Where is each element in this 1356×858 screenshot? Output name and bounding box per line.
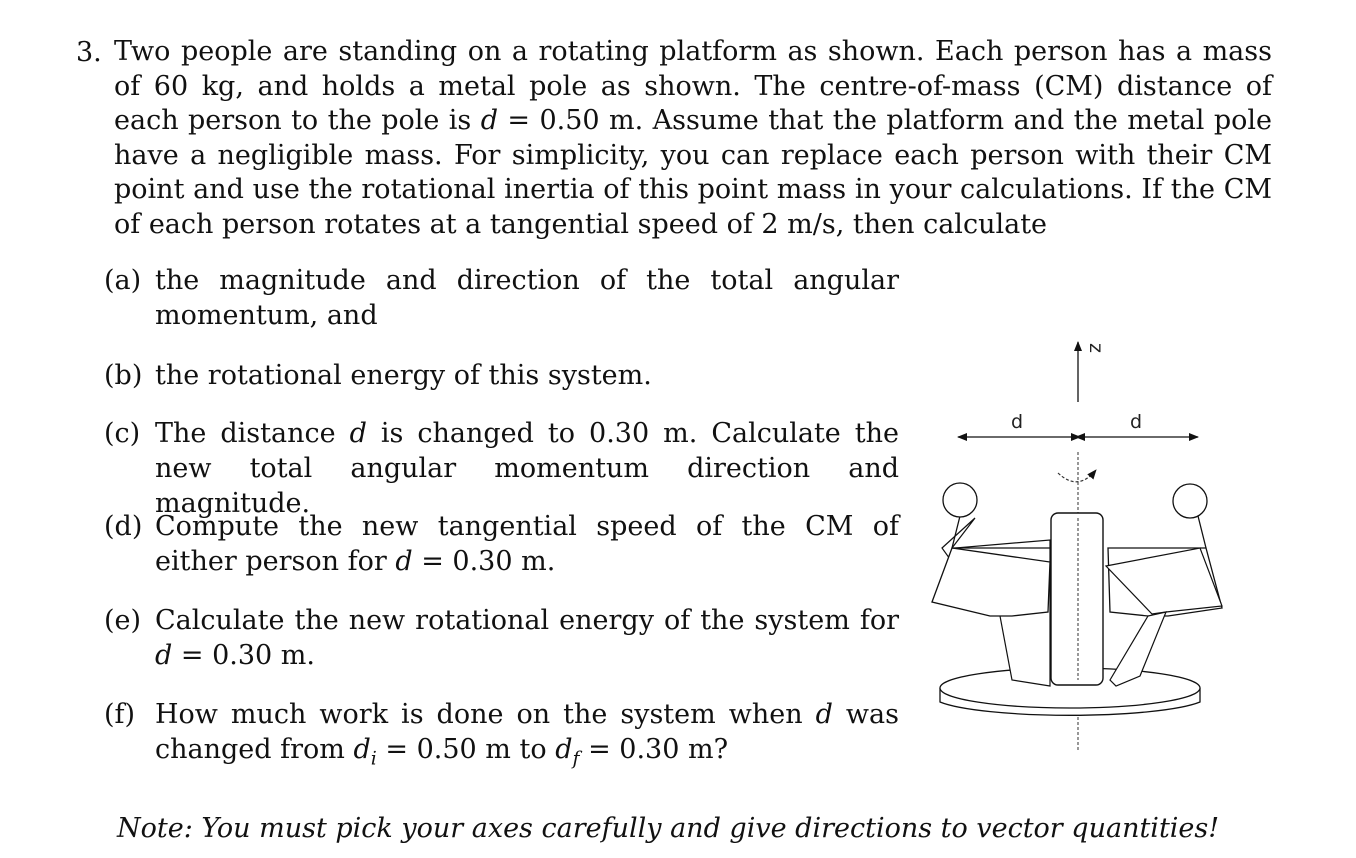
- rotating-platform-figure: [920, 320, 1240, 760]
- math-variable: d: [395, 546, 413, 577]
- part-text: [155, 416, 899, 521]
- figure-svg: [920, 320, 1240, 760]
- part-c: [104, 416, 899, 521]
- math-variable: i: [370, 747, 377, 770]
- part-label: (a): [104, 265, 142, 296]
- part-label: (f): [104, 699, 136, 730]
- text-run: How much work is done on the system when: [155, 699, 816, 730]
- text-run: was changed from: [155, 699, 899, 765]
- person-right-cm: [1173, 484, 1207, 518]
- text-run: Compute the new tangential speed of the CM of either person for: [155, 511, 899, 577]
- part-b: [104, 358, 899, 393]
- distance-arrows: [958, 411, 1198, 437]
- part-label: (e): [104, 605, 142, 636]
- part-label: (b): [104, 360, 143, 391]
- text-run: Calculate the new rotational energy of the system for: [155, 605, 899, 636]
- part-e: [104, 603, 899, 673]
- right-distance-label: d: [1129, 411, 1143, 433]
- math-variable: d: [815, 699, 833, 730]
- text-run: = 0.50 m. Assume that the platform and the metal pole have a negligible mass. For simplicity, you can replace each person with their CM point and use the rotational inertia of this point mass in your calculations. If the CM of each person rotates at a tangential speed of 2 m/s, then calculate: [114, 105, 1273, 240]
- part-label: (d): [104, 511, 143, 542]
- math-variable: f: [572, 747, 580, 770]
- part-d: [104, 509, 899, 579]
- problem-number: 3.: [76, 37, 102, 68]
- math-variable: d: [480, 105, 499, 137]
- z-axis-label: z: [1085, 343, 1107, 353]
- text-run: = 0.30 m.: [412, 546, 556, 577]
- part-text: [155, 358, 899, 393]
- part-text: [155, 263, 899, 333]
- person-left: [932, 483, 1050, 686]
- text-run: the rotational energy of this system.: [155, 360, 652, 391]
- math-variable: d: [353, 734, 371, 765]
- part-label: (c): [104, 418, 141, 449]
- text-run: = 0.30 m.: [172, 640, 315, 671]
- problem-intro: [114, 35, 1272, 243]
- text-run: The distance: [155, 418, 350, 449]
- metal-pole: [1051, 513, 1103, 685]
- person-left-cm: [943, 483, 977, 517]
- text-run: is changed to 0.30 m. Calculate the new total angular momentum direction and magnitude.: [155, 418, 899, 519]
- note: Note: You must pick your axes carefully and give directions to vector quantities!: [117, 813, 1220, 844]
- text-run: = 0.30 m?: [579, 734, 729, 765]
- person-right: [1106, 484, 1222, 686]
- math-variable: d: [555, 734, 573, 765]
- math-variable: d: [155, 640, 173, 671]
- text-run: the magnitude and direction of the total angular momentum, and: [155, 265, 899, 331]
- math-variable: d: [349, 418, 367, 449]
- part-text: [155, 509, 899, 579]
- text-run: Two people are standing on a rotating platform as shown. Each person has a mass of 60 kg, and holds a metal pole as shown. The centre-of-mass (CM) distance of each person to the pole is: [114, 36, 1272, 137]
- part-f: [104, 697, 899, 776]
- part-a: [104, 263, 899, 333]
- part-text: [155, 697, 899, 776]
- part-text: [155, 603, 899, 673]
- rotation-arrow: [1058, 470, 1096, 482]
- text-run: = 0.50 m to: [376, 734, 556, 765]
- left-distance-label: d: [1010, 411, 1024, 433]
